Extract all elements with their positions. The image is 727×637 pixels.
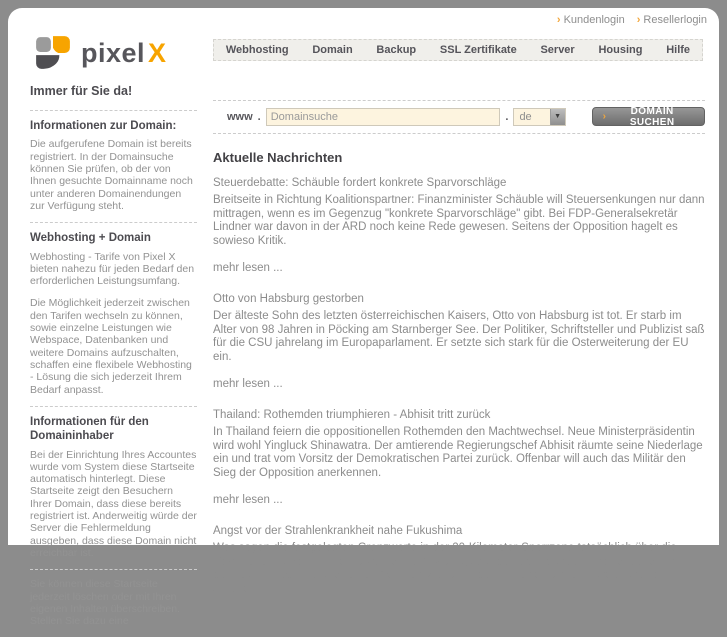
article-title[interactable]: Thailand: Rothemden triumphieren - Abhisit tritt zurück <box>213 409 705 421</box>
nav-item-hilfe[interactable]: Hilfe <box>666 44 690 56</box>
pixelx-logo-icon <box>34 34 72 72</box>
nav-item-backup[interactable]: Backup <box>376 44 416 56</box>
chevron-right-icon: › <box>557 14 561 26</box>
tld-select[interactable] <box>513 108 565 126</box>
more-link[interactable]: mehr lesen ... <box>213 378 283 390</box>
dashed-divider <box>30 569 197 570</box>
dashed-divider <box>30 110 197 111</box>
main-nav <box>213 39 703 61</box>
article-body: Breitseite in Richtung Koalitionspartner: Finanzminister Schäuble will Steuersenkungen nur dann mittragen, wenn es im Gegenzug "konkrete Sparvorschläge" gibt. Bei FDP-Generalsekretär Lindner war davon in der ARD noch keine Rede gewesen. Seitens der Opposition hagelt es sowieso Kritik. <box>213 194 705 248</box>
customer-login-link[interactable] <box>557 14 625 26</box>
domain-search-button[interactable] <box>592 107 705 126</box>
sidebar <box>30 102 197 637</box>
pixelx-logo[interactable] <box>34 34 167 72</box>
dashed-divider <box>30 222 197 223</box>
reseller-login-link[interactable] <box>637 14 707 26</box>
sidebar-paragraph: Bei der Einrichtung Ihres Accountes wurde vom System diese Startseite automatisch hinterlegt. Diese Startseite zeigt den Besuchern Ihrer Domain, dass diese bereits registriert ist. Anderweitig würde der Server die Fehlermeldung ausgeben, dass diese Domain nicht erreichbar ist. <box>30 449 197 560</box>
news-article <box>213 409 705 508</box>
chevron-right-icon: › <box>603 111 607 122</box>
domain-search-bar <box>213 100 705 134</box>
article-body: Was sagen die festgelegten Grenzwerte in der 20-Kilometer-Sperrzone tatsächlich über die Gesundheitsrisiken für die Bewohner aus? Wenig, sagt der japanische Strahlenexperte Hida, der selbst Hiroshima überlebte. Die Grenzwerte würden nur eine vermeintliche Sicherheit schaffen. <box>213 542 705 596</box>
tld-selected-value: de <box>514 111 549 123</box>
tagline: Immer für Sie da! <box>30 84 132 98</box>
customer-login-label: Kundenlogin <box>564 14 625 26</box>
more-link[interactable]: mehr lesen ... <box>213 262 283 274</box>
sidebar-heading-domaininhaber: Informationen für den Domaininhaber <box>30 415 197 444</box>
more-link[interactable]: mehr lesen ... <box>213 494 283 506</box>
nav-item-ssl-zertifikate[interactable]: SSL Zertifikate <box>440 44 517 56</box>
wordmark-x: X <box>148 38 167 68</box>
article-title[interactable]: Otto von Habsburg gestorben <box>213 293 705 305</box>
news-article <box>213 293 705 392</box>
wordmark-pixel: pixel <box>81 38 145 68</box>
nav-item-webhosting[interactable]: Webhosting <box>226 44 289 56</box>
sidebar-heading-domain-info: Informationen zur Domain: <box>30 119 197 133</box>
sidebar-paragraph: Sie können diese Startseite jederzeit löschen oder mit Ihren eigenen Inhalten überschreiben. Stellen Sie dazu eine <box>30 578 197 627</box>
domain-search-button-label: DOMAIN SUCHEN <box>610 106 694 128</box>
nav-item-domain[interactable]: Domain <box>312 44 352 56</box>
chevron-right-icon: › <box>637 14 641 26</box>
sidebar-heading-webhosting-domain: Webhosting + Domain <box>30 231 197 245</box>
article-title[interactable]: Steuerdebatte: Schäuble fordert konkrete Sparvorschläge <box>213 177 705 189</box>
article-title[interactable]: Angst vor der Strahlenkrankheit nahe Fukushima <box>213 525 705 537</box>
reseller-login-label: Resellerlogin <box>643 14 707 26</box>
news-article <box>213 525 705 596</box>
nav-item-server[interactable]: Server <box>540 44 574 56</box>
news-article <box>213 177 705 276</box>
domain-search-input[interactable] <box>266 108 501 126</box>
nav-item-housing[interactable]: Housing <box>598 44 642 56</box>
pixelx-wordmark <box>81 38 167 69</box>
sidebar-paragraph: Die aufgerufene Domain ist bereits registriert. In der Domainsuche können Sie prüfen, ob der von Ihnen gesuchte Domainname noch unter anderen Domainendungen zur Verfügung steht. <box>30 138 197 212</box>
sidebar-paragraph: Webhosting - Tarife von Pixel X bieten nahezu für jeden Bedarf den erforderlichen Leistungsumfang. <box>30 251 197 288</box>
article-body: Der älteste Sohn des letzten österreichischen Kaisers, Otto von Habsburg ist tot. Er starb im Alter von 98 Jahren in Pöcking am Starnberger See. Der Politiker, Schriftsteller und Publizist saß für die CSU jahrelang im Europaparlament. Er setzte sich stark für die Osterweiterung der EU ein. <box>213 310 705 364</box>
main-content <box>213 100 705 613</box>
dot-separator: . <box>505 111 508 123</box>
login-links <box>557 14 707 26</box>
article-body: In Thailand feiern die oppositionellen Rothemden den Machtwechsel. Neue Ministerpräsidentin wird wohl Yingluck Shinawatra. Der amtierende Regierungschef Abhisit räumte seine Niederlage ein und trat vom Vorsitz der Demokratischen Partei zurück. Offenbar will auch das Militär den Sieg der Opposition anerkennen. <box>213 426 705 480</box>
dashed-divider <box>30 406 197 407</box>
content-panel <box>8 8 719 545</box>
sidebar-paragraph: Die Möglichkeit jederzeit zwischen den Tarifen wechseln zu können, sowie einzelne Leistungen wie Webspace, Datenbanken und weitere Domains aufzuschalten, schaffen eine flexibele Webhosting - Lösung die sich jederzeit Ihrem Bedarf anpasst. <box>30 297 197 395</box>
dot-separator: . <box>258 111 261 123</box>
dropdown-arrow-icon[interactable]: ▼ <box>550 109 565 125</box>
news-section-heading: Aktuelle Nachrichten <box>213 150 705 165</box>
www-label: www <box>227 111 253 123</box>
